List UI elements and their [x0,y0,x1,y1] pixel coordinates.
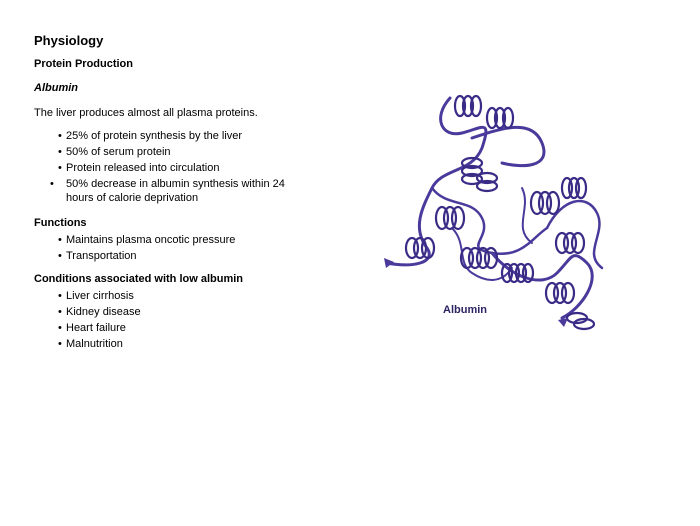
list-item: • Kidney disease [58,306,141,318]
list-item: • 50% decrease in albumin synthesis within 24 hours of calorie deprivation [50,178,285,204]
conditions-list [58,288,141,352]
list-item: • Maintains plasma oncotic pressure [58,234,236,246]
section-title: Albumin [34,82,78,94]
list-item: • 25% of protein synthesis by the liver [58,130,243,142]
albumin-facts-list [50,128,298,205]
albumin-structure-icon [372,78,612,338]
functions-heading: Functions [34,217,87,229]
list-item: • Transportation [58,250,137,262]
list-item: • Liver cirrhosis [58,290,134,302]
list-item: • 50% of serum protein [58,146,171,158]
list-item: • Protein released into circulation [58,162,220,174]
list-item: • Heart failure [58,322,126,334]
conditions-heading: Conditions associated with low albumin [34,273,244,285]
intro-text: The liver produces almost all plasma proteins. [34,107,258,119]
list-item: • Malnutrition [58,338,123,350]
page-subtitle: Protein Production [34,58,133,70]
page-title: Physiology [34,33,104,48]
functions-list [58,232,235,264]
figure-caption: Albumin [443,304,487,316]
